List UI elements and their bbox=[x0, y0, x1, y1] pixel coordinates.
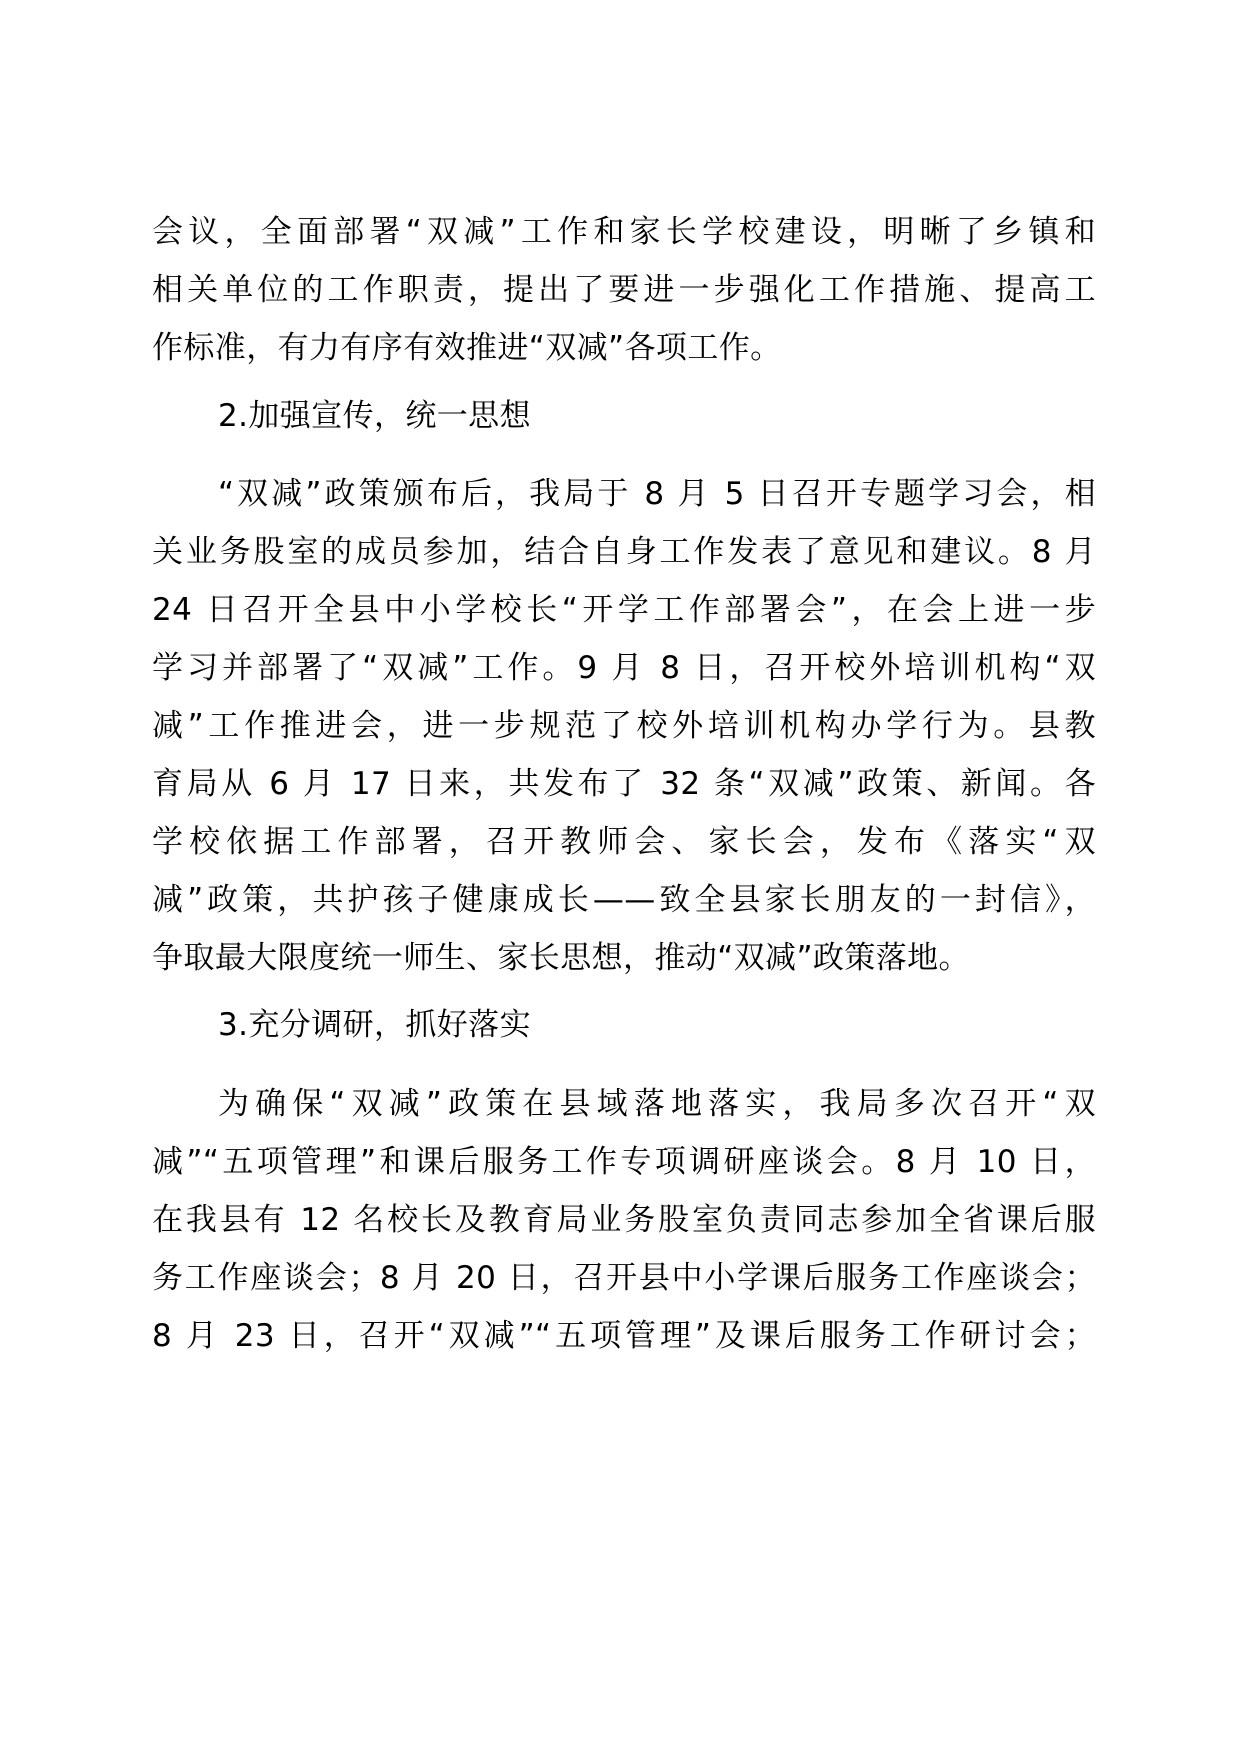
paragraph-line: 育局从 6 月 17 日来，共发布了 32 条“双减”政策、新闻。各 bbox=[152, 766, 1096, 802]
paragraph-line: 减”工作推进会，进一步规范了校外培训机构办学行为。县教 bbox=[152, 708, 1096, 744]
paragraph-line: 减”“五项管理”和课后服务工作专项调研座谈会。8 月 10 日， bbox=[152, 1144, 1096, 1180]
paragraph-line: “双减”政策颁布后，我局于 8 月 5 日召开专题学习会，相 bbox=[218, 476, 1096, 512]
paragraph-line: 学校依据工作部署，召开教师会、家长会，发布《落实“双 bbox=[152, 824, 1096, 860]
paragraph-line: 作标准，有力有序有效推进“双减”各项工作。 bbox=[152, 330, 782, 366]
paragraph-line: 会议，全面部署“双减”工作和家长学校建设，明晰了乡镇和 bbox=[152, 214, 1096, 250]
paragraph-line: 关业务股室的成员参加，结合自身工作发表了意见和建议。8 月 bbox=[152, 534, 1096, 570]
paragraph-line: 24 日召开全县中小学校长“开学工作部署会”，在会上进一步 bbox=[152, 592, 1096, 628]
paragraph-line: 相关单位的工作职责，提出了要进一步强化工作措施、提高工 bbox=[152, 272, 1096, 308]
section-heading: 2.加强宣传，统一思想 bbox=[218, 398, 531, 434]
paragraph-line: 在我县有 12 名校长及教育局业务股室负责同志参加全省课后服 bbox=[152, 1202, 1096, 1238]
section-heading: 3.充分调研，抓好落实 bbox=[218, 1007, 531, 1043]
paragraph-line: 争取最大限度统一师生、家长思想，推动“双减”政策落地。 bbox=[152, 940, 970, 976]
paragraph-line: 减”政策，共护孩子健康成长——致全县家长朋友的一封信》， bbox=[152, 882, 1096, 918]
paragraph-line: 为确保“双减”政策在县域落地落实，我局多次召开“双 bbox=[218, 1086, 1096, 1122]
paragraph-line: 学习并部署了“双减”工作。9 月 8 日，召开校外培训机构“双 bbox=[152, 650, 1096, 686]
paragraph-line: 8 月 23 日，召开“双减”“五项管理”及课后服务工作研讨会； bbox=[152, 1318, 1096, 1354]
paragraph-line: 务工作座谈会；8 月 20 日，召开县中小学课后服务工作座谈会； bbox=[152, 1260, 1096, 1296]
